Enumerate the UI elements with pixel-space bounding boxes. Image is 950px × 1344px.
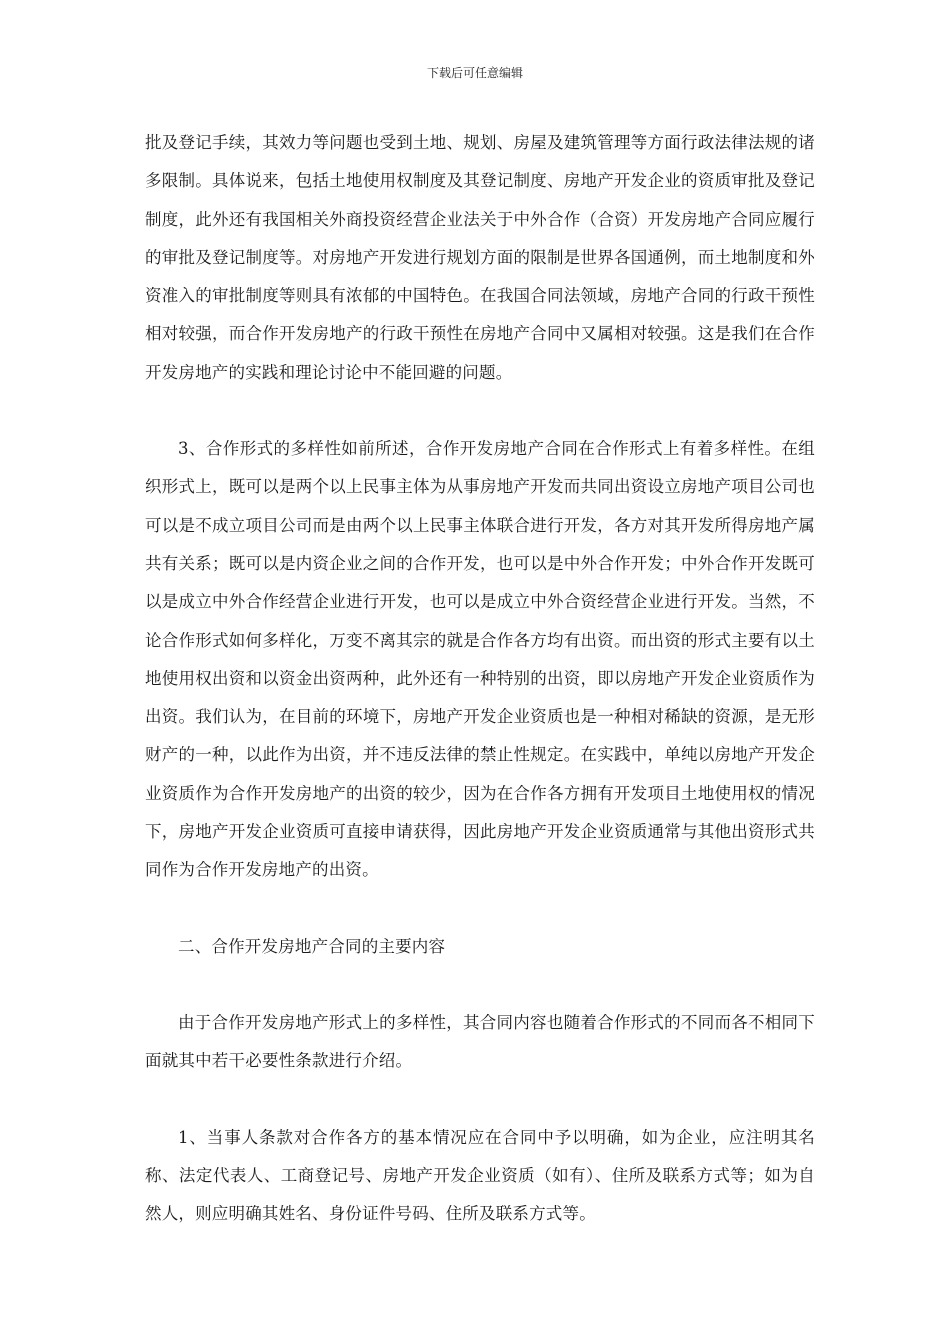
paragraph-party-clause: 1、当事人条款对合作各方的基本情况应在合同中予以明确，如为企业，应注明其名称、法定代表人、工商登记号、房地产开发企业资质（如有）、住所及联系方式等；如为自然人，则应明确其姓名、身份证件号码、住所及联系方式等。 xyxy=(145,1127,815,1224)
paragraph-administrative-restrictions: 批及登记手续，其效力等问题也受到土地、规划、房屋及建筑管理等方面行政法律法规的诸多限制。具体说来，包括土地使用权制度及其登记制度、房地产开发企业的资质审批及登记制度，此外还有我国相关外商投资经营企业法关于中外合作（合资）开发房地产合同应履行的审批及登记制度等。对房地产开发进行规划方面的限制是世界各国通例，而土地制度和外资准入的审批制度等则具有浓郁的中国特色。在我国合同法领域，房地产合同的行政干预性相对较强，而合作开发房地产的行政干预性在房地产合同中又属相对较强。这是我们在合作开发房地产的实践和理论讨论中不能回避的问题。 xyxy=(145,133,815,382)
document-body xyxy=(145,124,815,1233)
paragraph-gap xyxy=(145,966,815,1004)
paragraph-contents-intro: 由于合作开发房地产形式上的多样性，其合同内容也随着合作形式的不同而各不相同下面就其中若干必要性条款进行介绍。 xyxy=(145,1012,815,1071)
paragraph-gap xyxy=(145,1081,815,1119)
page-header-note: 下载后可任意编辑 xyxy=(426,66,523,80)
paragraph-gap xyxy=(145,890,815,928)
paragraph-cooperation-forms: 3、合作形式的多样性如前所述，合作开发房地产合同在合作形式上有着多样性。在组织形式上，既可以是两个以上民事主体为从事房地产开发而共同出资设立房地产项目公司也可以是不成立项目公司而是由两个以上民事主体联合进行开发，各方对其开发所得房地产属共有关系；既可以是内资企业之间的合作开发，也可以是中外合作开发；中外合作开发既可以是成立中外合作经营企业进行开发，也可以是成立中外合资经营企业进行开发。当然，不论合作形式如何多样化，万变不离其宗的就是合作各方均有出资。而出资的形式主要有以土地使用权出资和以资金出资两种，此外还有一种特别的出资，即以房地产开发企业资质作为出资。我们认为，在目前的环境下，房地产开发企业资质也是一种相对稀缺的资源，是无形财产的一种，以此作为出资，并不违反法律的禁止性规定。在实践中，单纯以房地产开发企业资质作为合作开发房地产的出资的较少，因为在合作各方拥有开发项目土地使用权的情况下，房地产开发企业资质可直接申请获得，因此房地产开发企业资质通常与其他出资形式共同作为合作开发房地产的出资。 xyxy=(145,439,815,880)
paragraph-gap xyxy=(145,392,815,430)
section-heading-main-contents: 二、合作开发房地产合同的主要内容 xyxy=(178,936,446,956)
